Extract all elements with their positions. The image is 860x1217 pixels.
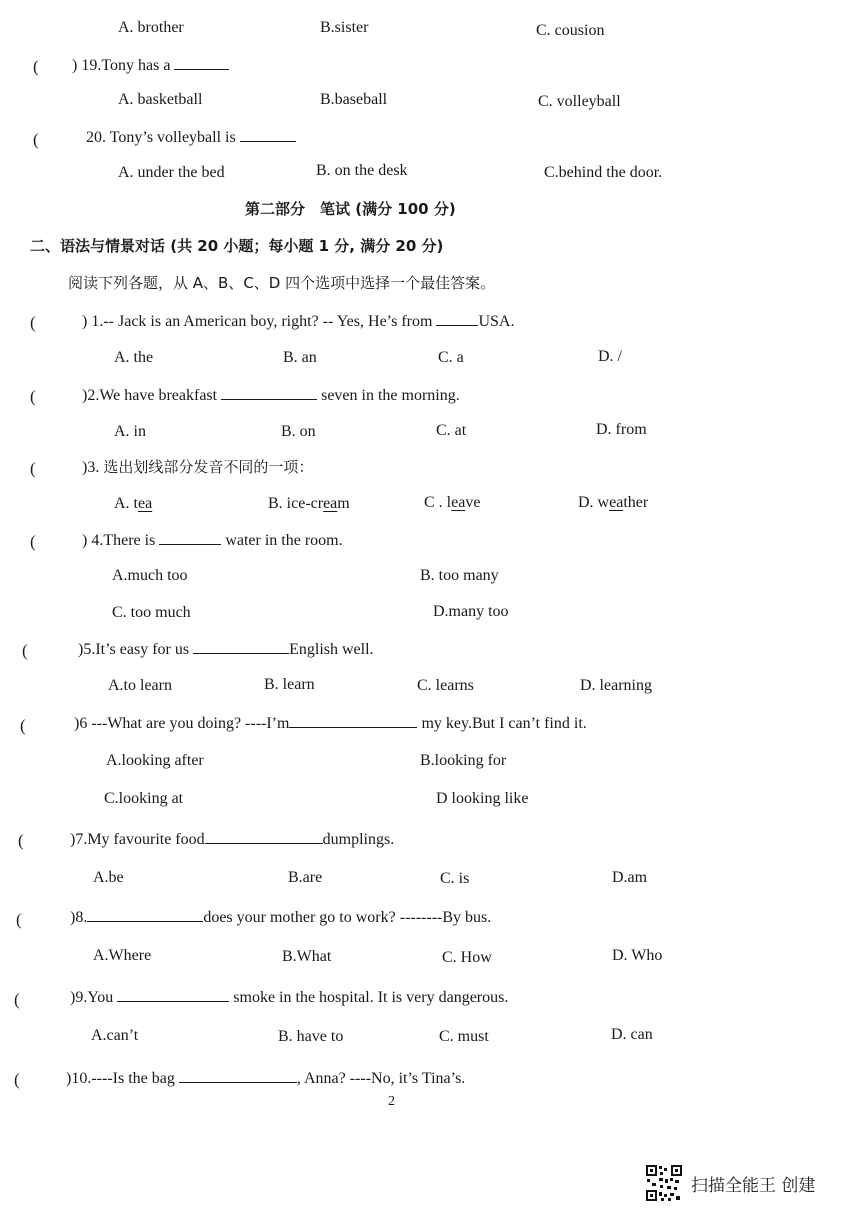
instruction-text: 阅读下列各题，从 A、B、C、D 四个选项中选择一个最佳答案。 — [68, 274, 496, 292]
part-title: 第二部分 笔试 (满分 100 分) — [245, 200, 456, 218]
option-d: D. Who — [612, 947, 663, 964]
page-number: 2 — [388, 1094, 395, 1109]
question-6: )6 ---What are you doing? ----I’m my key.But I can’t find it. — [74, 715, 587, 732]
answer-paren-open: ( — [33, 130, 39, 149]
question-2: )2.We have breakfast seven in the morning. — [82, 387, 460, 404]
option-b: B. on — [281, 423, 316, 440]
answer-blank[interactable] — [240, 127, 296, 142]
answer-paren-open: ( — [22, 641, 28, 660]
question-9: )9.You smoke in the hospital. It is very dangerous. — [70, 989, 509, 1006]
option-b: B.looking for — [420, 752, 507, 769]
question-number: 19. — [81, 57, 102, 74]
option-a: A.Where — [93, 947, 152, 964]
answer-blank[interactable] — [174, 55, 229, 70]
answer-blank[interactable] — [87, 907, 203, 922]
answer-paren-open: ( — [30, 459, 36, 478]
question-7: )7.My favourite food dumplings. — [70, 831, 395, 848]
option-d: D looking like — [436, 790, 529, 807]
option-c: C.looking at — [104, 790, 184, 807]
option-c: C.behind the door. — [544, 164, 663, 181]
option-c: C. a — [438, 349, 464, 366]
watermark-text: 扫描全能王 创建 — [691, 1175, 816, 1196]
option-b: B. too many — [420, 567, 499, 584]
answer-paren-open: ( — [20, 716, 26, 735]
option-b: B. ice-cream — [268, 495, 350, 512]
option-d: D. learning — [580, 677, 652, 694]
answer-paren-open: ( — [18, 831, 24, 850]
option-a: A.to learn — [108, 677, 172, 694]
answer-paren-open: ( — [30, 313, 36, 332]
qr-code-icon — [645, 1164, 683, 1202]
question-4: ) 4.There is water in the room. — [82, 532, 343, 549]
option-a: A. basketball — [118, 91, 203, 108]
answer-paren-open: ( — [30, 387, 36, 406]
option-d: D. from — [596, 421, 647, 438]
option-c: C. How — [442, 949, 492, 966]
answer-blank[interactable] — [289, 713, 417, 728]
answer-blank[interactable] — [221, 385, 317, 400]
option-c: C. learns — [417, 677, 474, 694]
option-d: D.many too — [433, 603, 509, 620]
question-10: )10.----Is the bag , Anna? ----No, it’s Tina’s. — [66, 1070, 466, 1087]
scanner-watermark — [645, 1164, 815, 1202]
answer-blank[interactable] — [159, 530, 221, 545]
option-b: B.What — [282, 948, 332, 965]
option-c: C. must — [439, 1028, 489, 1045]
question-number: 20. — [86, 129, 106, 146]
question-3: )3. 选出划线部分发音不同的一项： — [82, 458, 314, 476]
answer-blank[interactable] — [193, 639, 289, 654]
answer-paren-open: ( — [33, 57, 39, 76]
option-b: B. learn — [264, 676, 315, 693]
option-a: A.can’t — [91, 1027, 139, 1044]
answer-paren-open: ( — [30, 532, 36, 551]
option-a: A.be — [93, 869, 124, 886]
option-a: A. brother — [118, 19, 184, 36]
option-a: A. under the bed — [118, 164, 225, 181]
option-c: C. is — [440, 870, 470, 887]
option-a: A.much too — [112, 567, 188, 584]
question-text: Tony’s volleyball is — [109, 129, 236, 146]
question-1: ) 1.-- Jack is an American boy, right? -- Yes, He’s from USA. — [82, 313, 515, 330]
option-d: D. can — [611, 1026, 653, 1043]
option-b: B.baseball — [320, 91, 388, 108]
answer-blank[interactable] — [179, 1068, 297, 1083]
answer-paren-open: ( — [16, 910, 22, 929]
option-b: B. on the desk — [316, 162, 408, 179]
option-a: A.looking after — [106, 752, 204, 769]
question-text: Tony has a — [101, 57, 171, 74]
question-8: )8. does your mother go to work? --------By bus. — [70, 909, 492, 926]
answer-blank[interactable] — [205, 829, 323, 844]
question-19: ) 19.Tony has a — [72, 55, 229, 76]
answer-paren-open: ( — [14, 1070, 20, 1089]
option-a: A. tea — [114, 495, 153, 512]
option-c: C. too much — [112, 604, 191, 621]
option-c: C. cousion — [536, 22, 605, 39]
question-20 — [86, 127, 296, 148]
answer-blank[interactable] — [117, 987, 229, 1002]
question-5: )5.It’s easy for us English well. — [78, 641, 374, 658]
option-d: D. weather — [578, 494, 649, 511]
option-a: A. the — [114, 349, 154, 366]
option-b: B.sister — [320, 19, 369, 36]
option-b: B. an — [283, 349, 317, 366]
option-d: D.am — [612, 869, 648, 886]
option-c: C. volleyball — [538, 93, 621, 110]
option-a: A. in — [114, 423, 146, 440]
option-d: D. / — [598, 348, 622, 365]
option-c: C. at — [436, 422, 467, 439]
answer-blank[interactable] — [436, 311, 478, 326]
option-b: B. have to — [278, 1028, 344, 1045]
answer-paren-open: ( — [14, 990, 20, 1009]
section-title: 二、语法与情景对话 (共 20 小题；每小题 1 分, 满分 20 分) — [30, 237, 444, 255]
option-c: C . leave — [424, 494, 481, 511]
option-b: B.are — [288, 869, 323, 886]
